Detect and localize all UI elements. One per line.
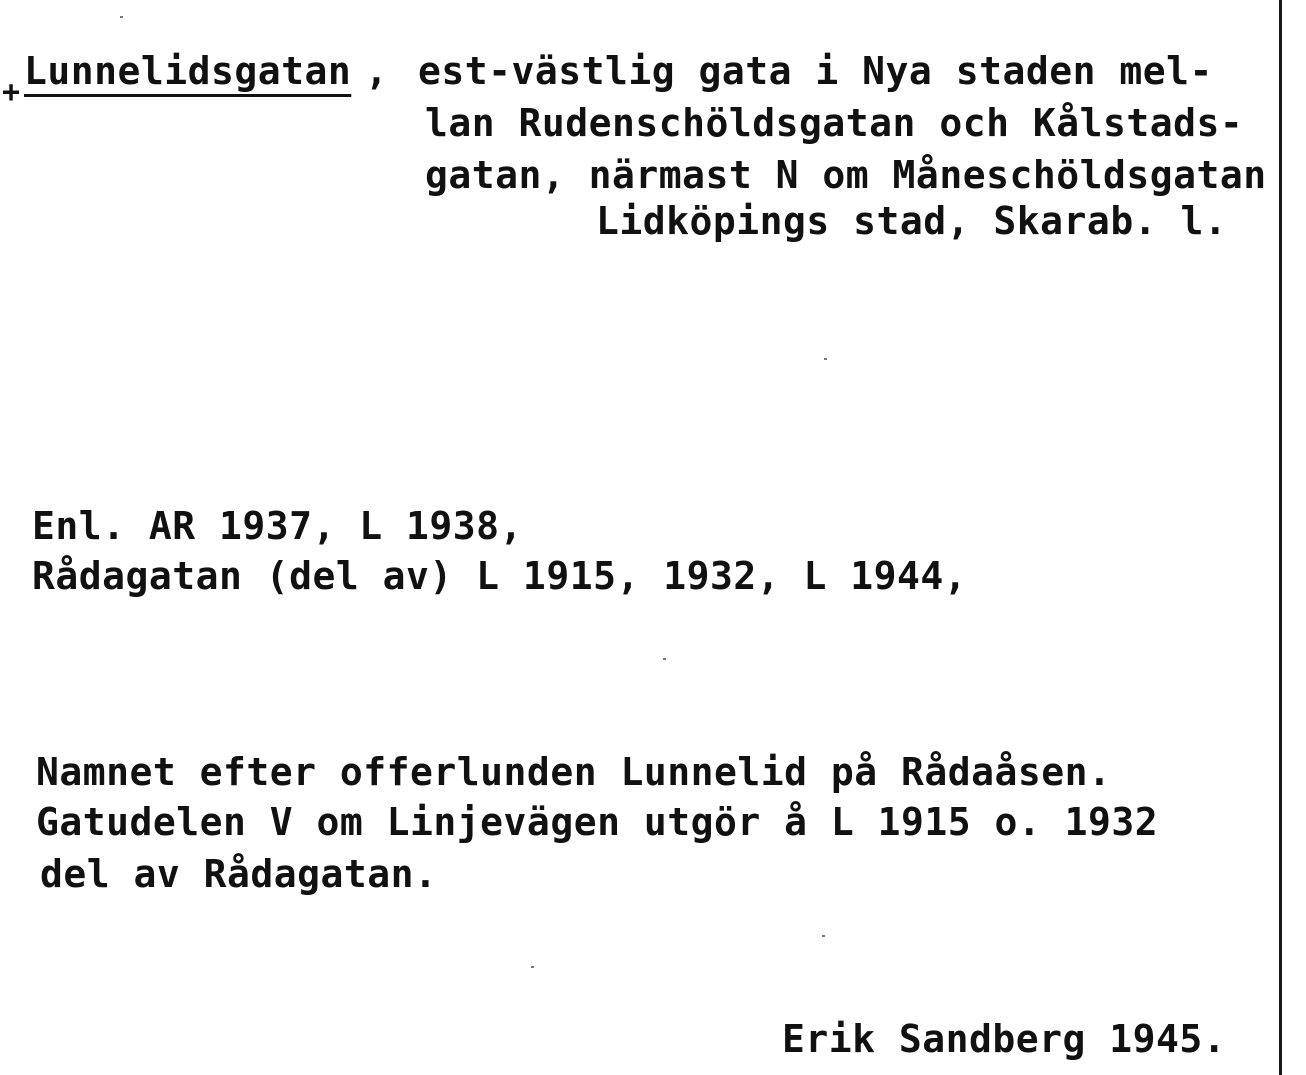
description-line: Lidköpings stad, Skarab. l. xyxy=(596,199,1228,243)
scan-speck xyxy=(824,358,827,360)
description-line: gatan, närmast N om Måneschöldsgatan xyxy=(425,153,1267,197)
entry-marker: + xyxy=(2,75,21,110)
signature: Erik Sandberg 1945. xyxy=(782,1017,1227,1061)
note-line: Gatudelen V om Linjevägen utgör å L 1915 o. 1932 xyxy=(36,800,1159,844)
description-line: lan Rudenschöldsgatan och Kålstads- xyxy=(425,101,1244,145)
scan-speck xyxy=(120,16,123,18)
headword-punctuation: , xyxy=(365,49,389,93)
headword: Lunnelidsgatan xyxy=(24,49,352,93)
scan-speck xyxy=(531,966,534,968)
scan-speck xyxy=(822,935,825,937)
description-line: est-västlig gata i Nya staden mel- xyxy=(418,49,1213,93)
card-edge-line xyxy=(1279,0,1282,1075)
note-line: del av Rådagatan. xyxy=(40,852,438,896)
note-line: Namnet efter offerlunden Lunnelid på Rådaåsen. xyxy=(36,750,1112,794)
source-line: Enl. AR 1937, L 1938, xyxy=(32,504,523,548)
source-line: Rådagatan (del av) L 1915, 1932, L 1944, xyxy=(32,554,968,598)
scan-speck xyxy=(663,658,666,660)
